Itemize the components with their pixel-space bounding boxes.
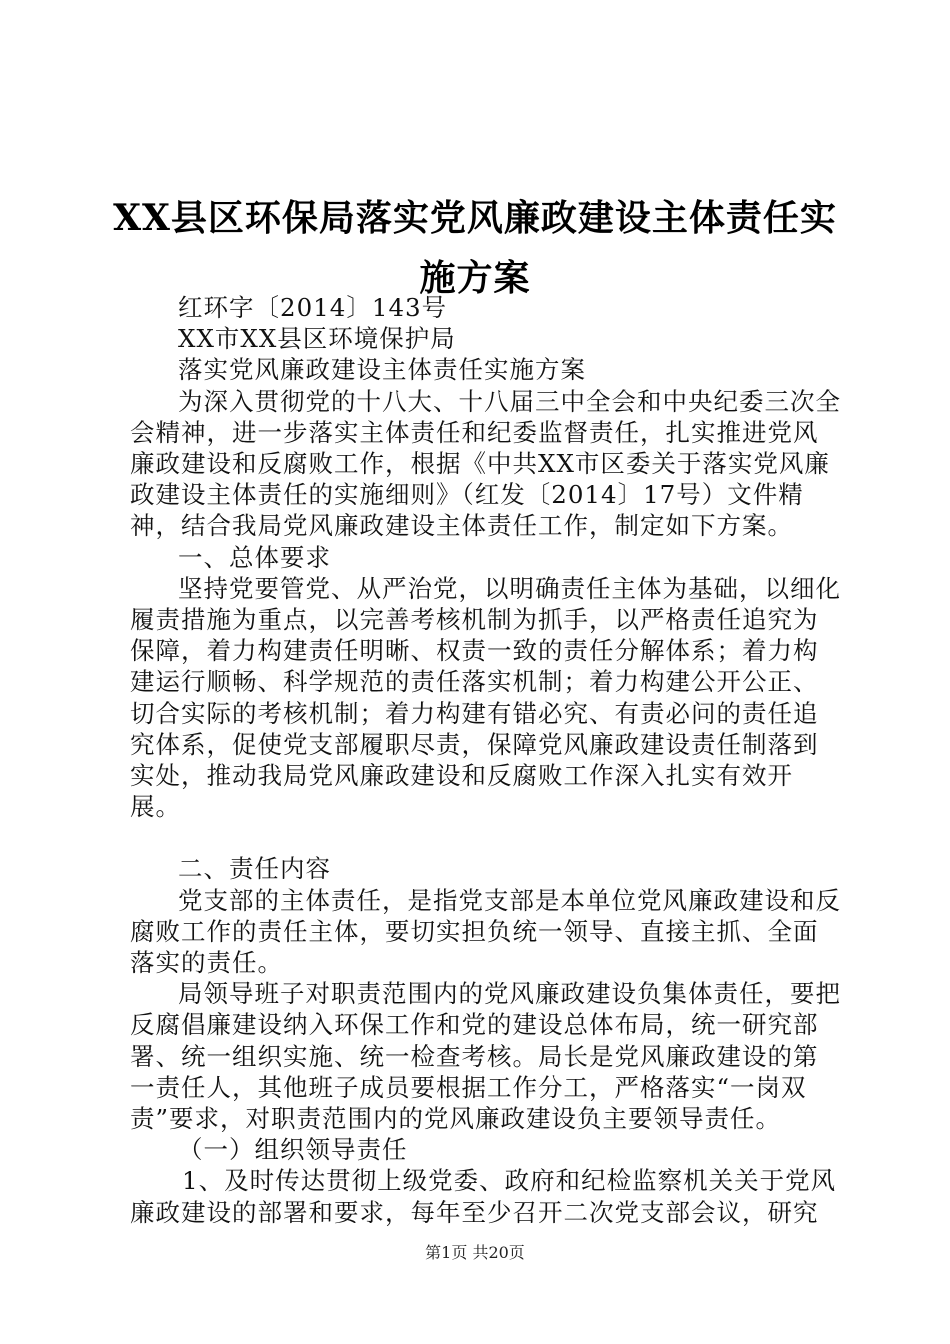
subsection1-heading: （一）组织领导责任 [178,1135,408,1165]
paragraph-gap [130,822,842,853]
intro-paragraph: 为深入贯彻党的十八大、十八届三中全会和中央纪委三次全会精神，进一步落实主体责任和纪委监督责任，扎实推进党风廉政建设和反腐败工作，根据《中共XX市区委关于落实党风廉政建设主体责任的实施细则》（红发〔2014〕17号）文件精神，结合我局党风廉政建设主体责任工作，制定如下方案。 [130,386,841,541]
document-title-line1: XX县区环保局落实党风廉政建设主体责任实 [113,197,837,239]
item1-paragraph: 1、及时传达贯彻上级党委、政府和纪检监察机关关于党风廉政建设的部署和要求，每年至少召开二次党支部会议，研究 [130,1166,837,1227]
issuer: XX市XX县区环境保护局 [178,324,456,354]
section1-heading: 一、总体要求 [178,542,331,572]
section2-paragraph-2: 局领导班子对职责范围内的党风廉政建设负集体责任，要把反腐倡廉建设纳入环保工作和党的建设总体布局，统一研究部署、统一组织实施、统一检查考核。局长是党风廉政建设的第一责任人，其他班子成员要根据工作分工，严格落实“一岗双责”要求，对职责范围内的党风廉政建设负主要领导责任。 [130,979,841,1134]
section1-paragraph: 坚持党要管党、从严治党，以明确责任主体为基础，以细化履责措施为重点，以完善考核机制为抓手，以严格责任追究为保障，着力构建责任明晰、权责一致的责任分解体系；着力构建运行顺畅、科学规范的责任落实机制；着力构建公开公正、切合实际的考核机制；着力构建有错必究、有责必问的责任追究体系，促使党支部履职尽责，保障党风廉政建设责任制落到实处，推动我局党风廉政建设和反腐败工作深入扎实有效开展。 [130,573,841,822]
document-number: 红环字〔2014〕143号 [178,293,448,322]
document-body [130,292,842,1228]
page-footer: 第1页 共20页 [425,1243,525,1262]
document-subtitle: 落实党风廉政建设主体责任实施方案 [178,355,586,385]
section2-heading: 二、责任内容 [178,854,331,884]
section2-paragraph-1: 党支部的主体责任，是指党支部是本单位党风廉政建设和反腐败工作的责任主体，要切实担负统一领导、直接主抓、全面落实的责任。 [130,885,841,978]
document-title-line2: 施方案 [419,257,531,299]
